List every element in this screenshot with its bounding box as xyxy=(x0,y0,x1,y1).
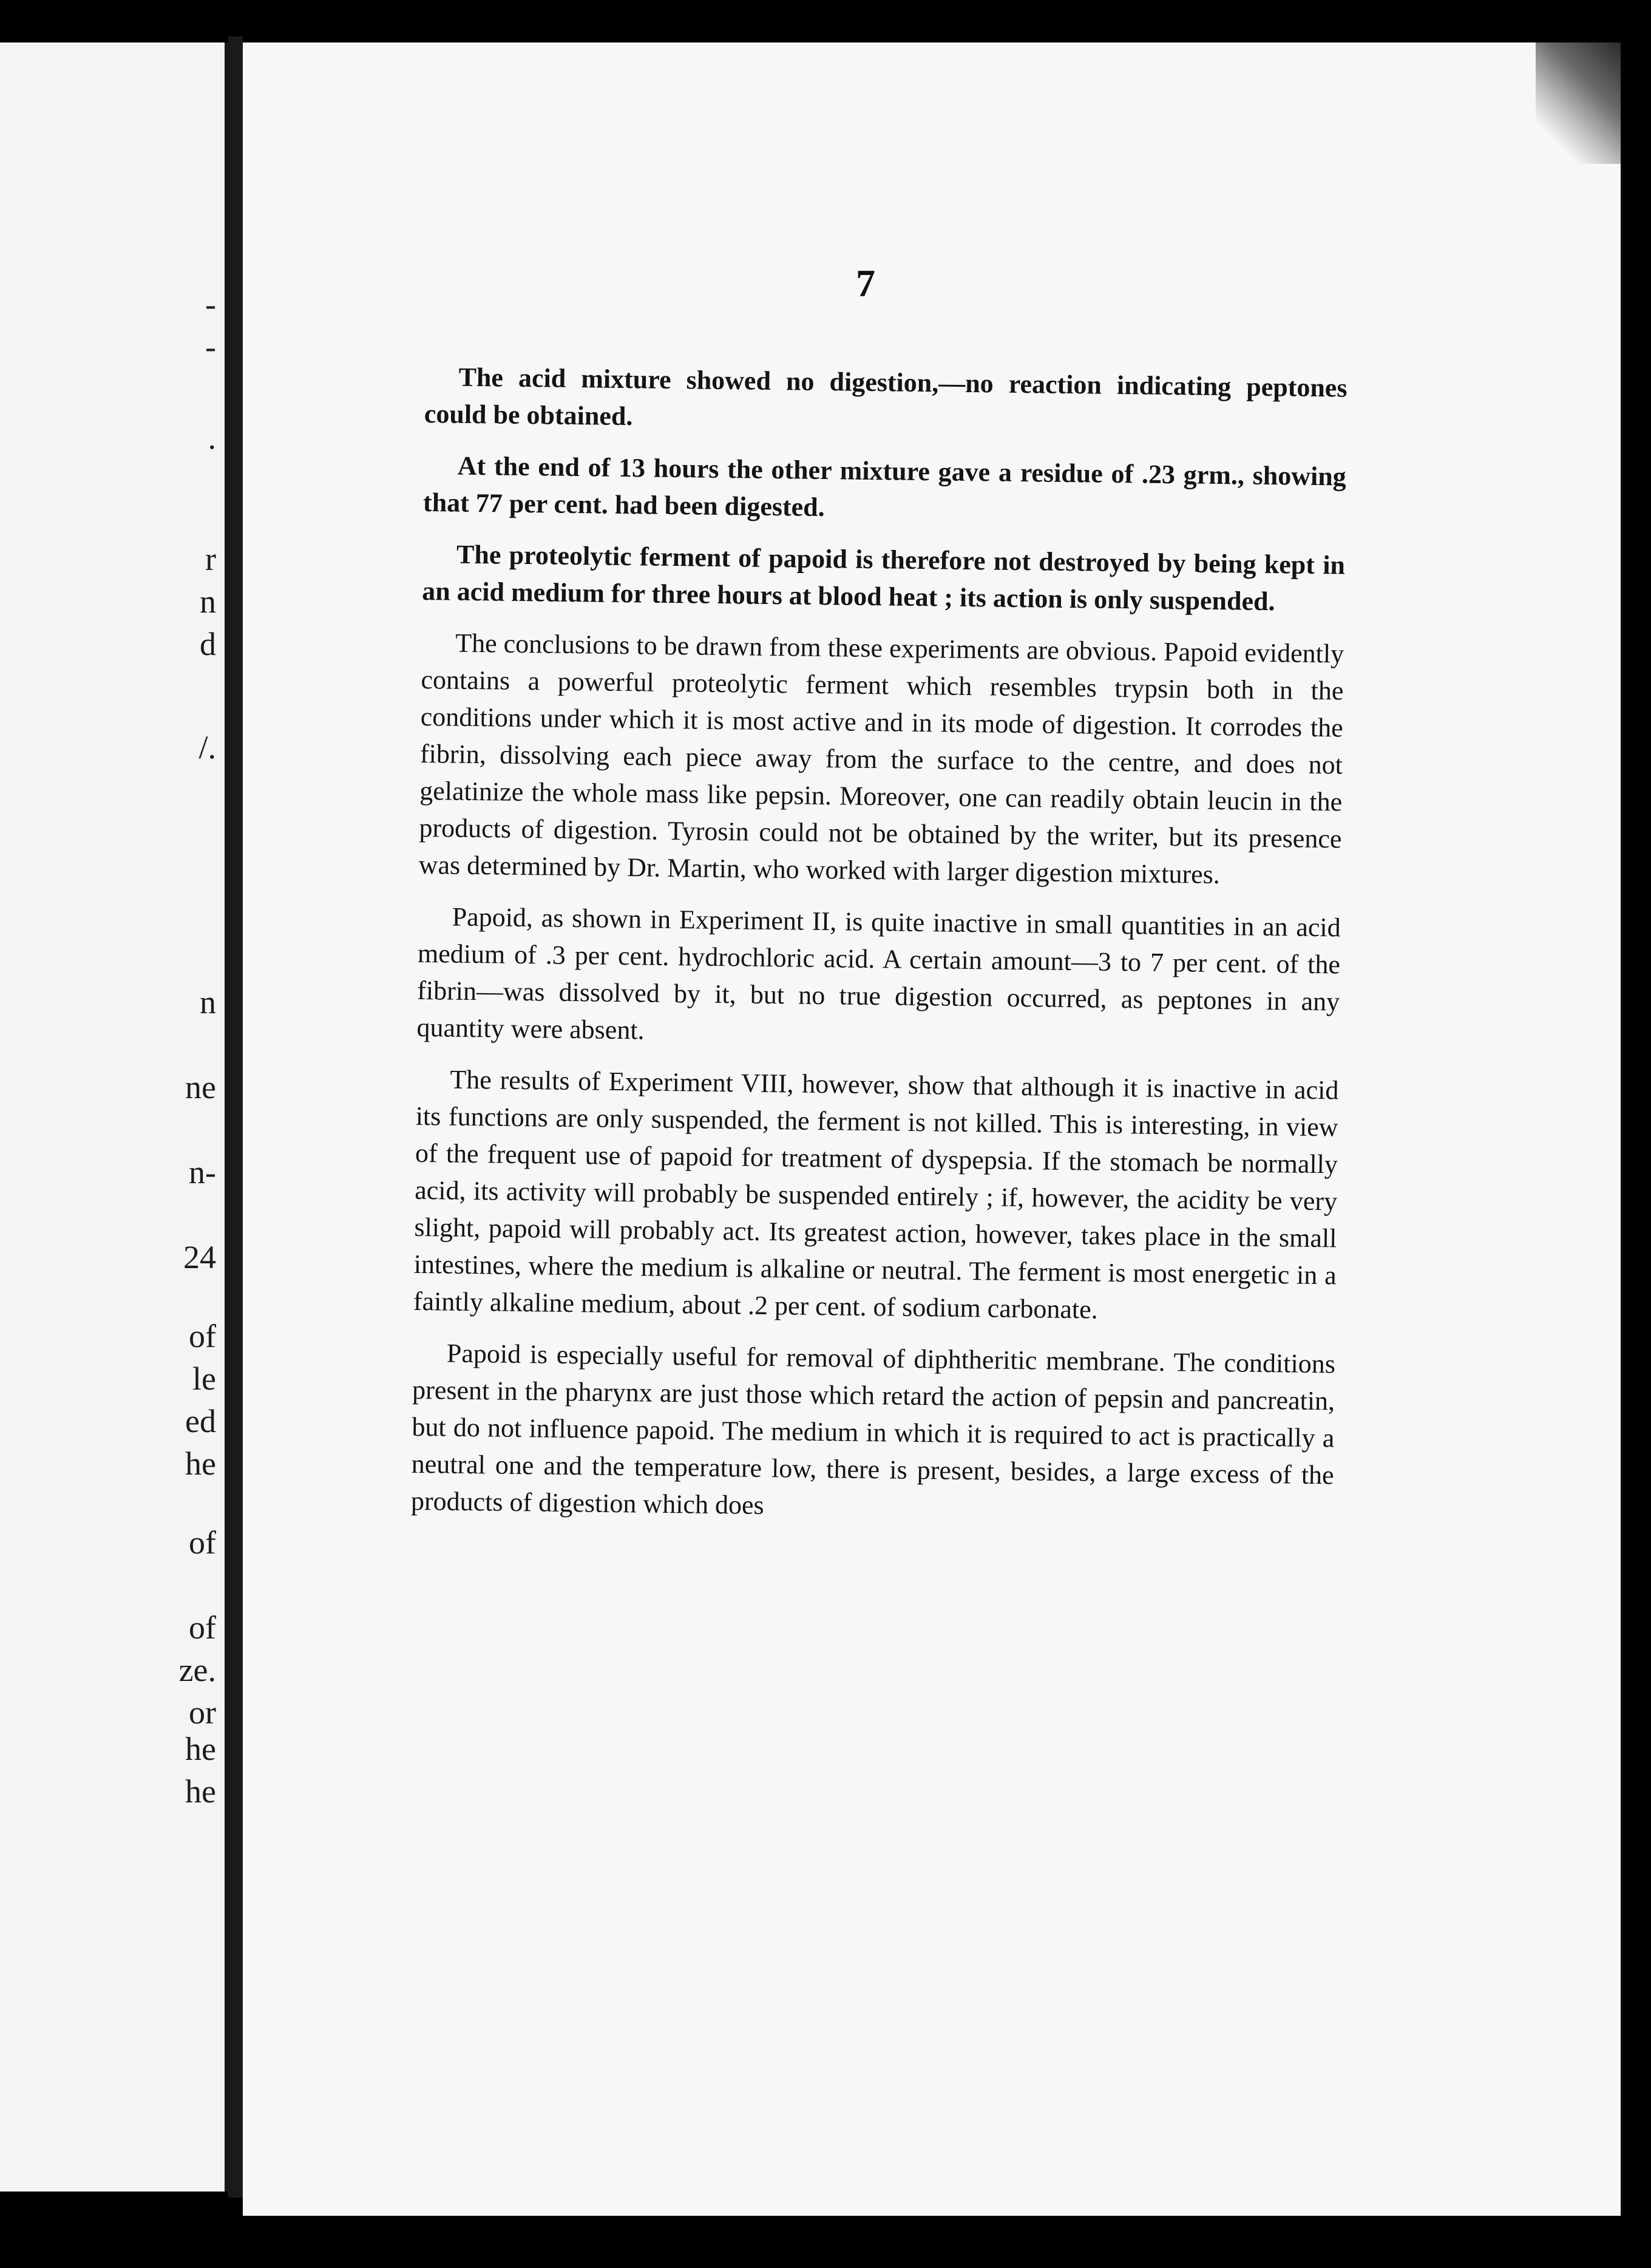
left-page-fragment: he xyxy=(185,1445,216,1482)
body-text xyxy=(410,358,1348,1545)
paragraph: The proteolytic ferment of papoid is therefore not destroyed by being kept in an acid medium for three hours at blood heat ; its action is only suspended. xyxy=(422,539,1346,617)
left-page-fragment: or xyxy=(189,1694,216,1731)
page-number: 7 xyxy=(856,262,875,305)
left-page-fragment: le xyxy=(192,1360,216,1397)
left-page-fragment: - xyxy=(205,286,216,322)
paragraph: The acid mixture showed no digestion,—no reaction indicating peptones could be obtained. xyxy=(424,362,1348,432)
paragraph: At the end of 13 hours the other mixture gave a residue of .23 grm., showing that 77 per cent. had been digested. xyxy=(422,450,1347,523)
left-page-fragment: d xyxy=(200,626,216,662)
left-page-fragment: n xyxy=(200,984,216,1020)
left-page-fragment: n xyxy=(200,583,216,620)
page-corner-curl xyxy=(1536,42,1621,164)
left-page-fragment: of xyxy=(189,1524,216,1561)
left-page-fragment: r xyxy=(205,541,216,577)
left-page-fragments xyxy=(143,42,216,2192)
left-page-fragment: n- xyxy=(189,1154,216,1190)
left-page-fragment: of xyxy=(189,1318,216,1354)
main-page xyxy=(243,42,1621,2216)
left-page-fragment: ne xyxy=(185,1069,216,1105)
paragraph: Papoid is especially useful for removal of diphtheritic membrane. The conditions present in the pharynx are just those which retard the action of pepsin and pancreatin, but do not influence papoid. The medium in which it is required to act is practically a neutral one and the temperature low, there is present, besides, a large excess of the products of digestion which does xyxy=(410,1338,1336,1520)
left-page-fragment: /. xyxy=(198,729,216,766)
left-page-fragment: ze. xyxy=(178,1652,216,1688)
page-gutter xyxy=(228,36,243,2198)
left-page-fragment: . xyxy=(208,419,216,456)
left-page-fragment: he xyxy=(185,1731,216,1767)
left-facing-page xyxy=(0,42,228,2192)
paragraph: Papoid, as shown in Experiment II, is quite inactive in small quantities in an acid medium of .3 per cent. hydrochloric acid. A certain amount—3 to 7 per cent. of the fibrin—was dissolved by it, but no true digestion occurred, as peptones in any quantity were absent. xyxy=(416,901,1341,1045)
left-page-fragment: of xyxy=(189,1609,216,1646)
left-page-fragment: he xyxy=(185,1773,216,1810)
paragraph: The conclusions to be drawn from these experiments are obvious. Papoid evidently contains a powerful proteolytic ferment which resembles trypsin both in the conditions under which it is most active and in its mode of digestion. It corrodes the fibrin, dissolving each piece away from the surface to the centre, and does not gelatinize the whole mass like pepsin. Moreover, one can readily obtain leucin in the products of digestion. Tyrosin could not be obtained by the writer, but its presence was determined by Dr. Martin, who worked with larger digestion mixtures. xyxy=(418,628,1344,890)
left-page-fragment: - xyxy=(205,328,216,365)
paragraph: The results of Experiment VIII, however, show that although it is inactive in acid its functions are only suspended, the ferment is not killed. This is interesting, in view of the frequent use of papoid for treatment of dyspepsia. If the stomach be normally acid, its activity will probably be suspended entirely ; if, however, the acidity be very slight, papoid will probably act. Its greatest action, however, takes place in the small intestines, where the medium is alkaline or neutral. The ferment is most energetic in a faintly alkaline medium, about .2 per cent. of sodium carbonate. xyxy=(413,1064,1339,1325)
left-page-fragment: 24 xyxy=(183,1239,216,1275)
left-page-fragment: ed xyxy=(185,1403,216,1439)
